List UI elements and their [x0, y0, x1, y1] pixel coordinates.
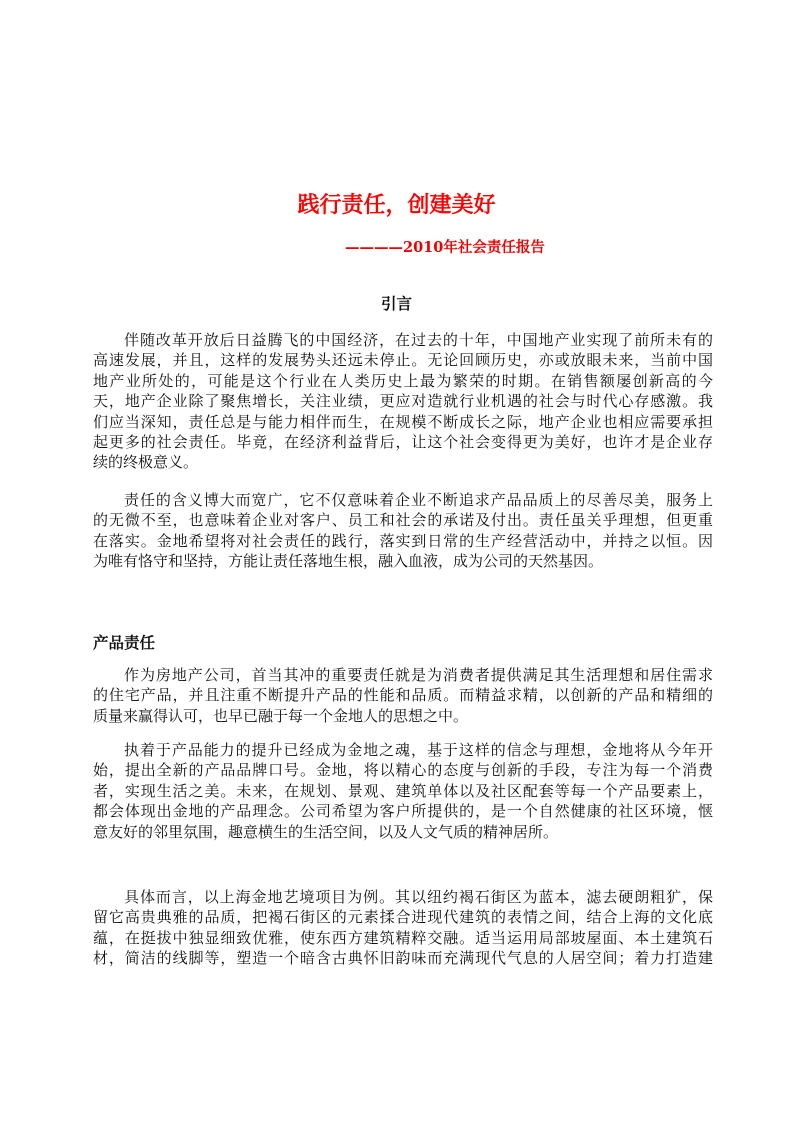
text-line: 天，地产企业除了聚焦增长，关注业绩，更应对造就行业机遇的社会与时代心存感激。我	[93, 392, 713, 411]
text-line: 地产业所处的，可能是这个行业在人类历史上最为繁荣的时期。在销售额屡创新高的今	[93, 371, 713, 390]
text-line: 作为房地产公司，首当其冲的重要责任就是为消费者提供满足其生活理想和居住需求	[124, 666, 713, 684]
text-line: 起更多的社会责任。毕竟，在经济利益背后，让这个社会变得更为美好，也许才是企业存	[93, 433, 713, 452]
text-line: 伴随改革开放后日益腾飞的中国经济，在过去的十年，中国地产业实现了前所未有的	[124, 331, 713, 349]
text-line: 蕴，在挺拔中独显细致优雅，使东西方建筑精粹交融。适当运用局部坡屋面、本土建筑石	[93, 928, 713, 947]
text-line: 质量来赢得认可，也早已融于每一个金地人的思想之中。	[93, 706, 469, 725]
paragraph-2	[93, 490, 713, 572]
text-line: 始，提出全新的产品品牌口号。金地，将以精心的态度与创新的手段，专注为每一个消费	[93, 761, 713, 780]
text-line: 的无微不至，也意味着企业对客户、员工和社会的承诺及付出。责任虽关乎理想，但更重	[93, 511, 713, 530]
document-subtitle: ————2010年社会责任报告	[345, 239, 545, 256]
section-heading-introduction: 引言	[380, 295, 412, 313]
text-line: 者，实现生活之美。未来，在规划、景观、建筑单体以及社区配套等每一个产品要素上，	[93, 781, 713, 800]
text-line: 的住宅产品，并且注重不断提升产品的性能和品质。而精益求精，以创新的产品和精细的	[93, 686, 713, 705]
text-line: 留它高贵典雅的品质，把褐石街区的元素揉合进现代建筑的表情之间，结合上海的文化底	[93, 908, 713, 927]
text-line: 续的终极意义。	[93, 453, 199, 472]
text-line: 执着于产品能力的提升已经成为金地之魂，基于这样的信念与理想，金地将从今年开	[124, 741, 713, 759]
text-line: 具体而言，以上海金地艺境项目为例。其以纽约褐石街区为蓝本，滤去硬朗粗犷，保	[124, 888, 713, 906]
section-heading-product-responsibility: 产品责任	[93, 634, 156, 652]
paragraph-3	[93, 665, 713, 726]
text-line: 材，简洁的线脚等，塑造一个暗含古典怀旧韵味而充满现代气息的人居空间；着力打造建	[93, 949, 713, 968]
paragraph-1	[93, 330, 713, 473]
text-line: 为唯有恪守和坚持，方能让责任落地生根，融入血液，成为公司的天然基因。	[93, 552, 604, 571]
text-line: 意友好的邻里氛围，趣意横生的生活空间，以及人文气质的精神居所。	[93, 822, 559, 841]
paragraph-5	[93, 887, 713, 969]
text-line: 高速发展，并且，这样的发展势头还远未停止。无论回顾历史，亦或放眼未来，当前中国	[93, 351, 713, 370]
text-line: 责任的含义博大而宽广，它不仅意味着企业不断追求产品品质上的尽善尽美，服务上	[124, 491, 713, 509]
text-line: 都会体现出金地的产品理念。公司希望为客户所提供的，是一个自然健康的社区环境，惬	[93, 802, 713, 821]
paragraph-4	[93, 740, 713, 842]
text-line: 们应当深知，责任总是与能力相伴而生，在规模不断成长之际，地产企业也相应需要承担	[93, 412, 713, 431]
text-line: 在落实。金地希望将对社会责任的践行，落实到日常的生产经营活动中，并持之以恒。因	[93, 531, 713, 550]
document-title: 践行责任，创建美好	[297, 193, 496, 218]
